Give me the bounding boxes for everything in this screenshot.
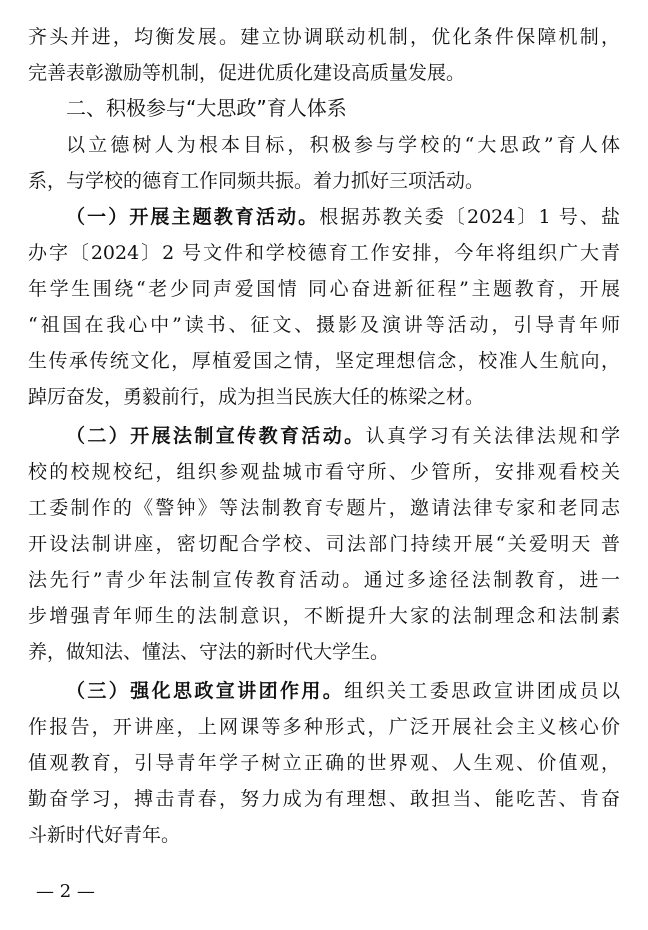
section-heading: 二、积极参与“大思政”育人体系 (66, 96, 347, 120)
item-text: 认真学习有关法律法规和学 (365, 425, 620, 447)
paragraph-line: 勤奋学习，搏击青春，努力成为有理想、敢担当、能吃苦、肯奋 (28, 788, 620, 810)
paragraph-line: 养，做知法、懂法、守法的新时代大学生。 (28, 641, 390, 663)
paragraph-line: 校的校规校纪，组织参观盐城市看守所、少管所，安排观看校关 (28, 461, 620, 483)
item-label: （三）强化思政宣讲团作用。 (66, 680, 345, 702)
paragraph-line: 年学生围绕“老少同声爱国情 同心奋进新征程”主题教育，开展 (28, 278, 620, 300)
item-label: （一）开展主题教育活动。 (66, 206, 320, 228)
paragraph-line: 开设法制讲座，密切配合学校、司法部门持续开展“关爱明天 普 (28, 533, 620, 555)
paragraph-line: 办字〔2024〕2 号文件和学校德育工作安排，今年将组织广大青 (28, 242, 620, 264)
paragraph-line: 作报告，开讲座，上网课等多种形式，广泛开展社会主义核心价 (28, 716, 620, 738)
paragraph-line: 工委制作的《警钟》等法制教育专题片，邀请法律专家和老同志 (28, 497, 620, 519)
paragraph-line: 以立德树人为根本目标，积极参与学校的“大思政”育人体 (66, 134, 620, 156)
item-text: 组织关工委思政宣讲团成员以 (344, 680, 620, 702)
item-first-line (66, 678, 620, 704)
paragraph-line: 生传承传统文化，厚植爱国之情，坚定理想信念，校准人生航向， (28, 350, 620, 372)
paragraph-line: 齐头并进，均衡发展。建立协调联动机制，优化条件保障机制， (28, 26, 620, 48)
item-first-line (66, 423, 620, 449)
paragraph-line: 系，与学校的德育工作同频共振。着力抓好三项活动。 (28, 170, 485, 192)
paragraph-line: “祖国在我心中”读书、征文、摄影及演讲等活动，引导青年师 (28, 314, 620, 336)
paragraph-line: 踔厉奋发，勇毅前行，成为担当民族大任的栋梁之材。 (28, 386, 485, 408)
item-text: 根据苏教关委〔2024〕1 号、盐 (319, 206, 620, 228)
paragraph-line: 完善表彰激励等机制，促进优质化建设高质量发展。 (28, 62, 466, 84)
item-first-line (66, 204, 620, 230)
paragraph-line: 值观教育，引导青年学子树立正确的世界观、人生观、价值观， (28, 752, 620, 774)
page-number: — 2 — (36, 881, 95, 902)
paragraph-line: 斗新时代好青年。 (28, 824, 181, 846)
paragraph-line: 步增强青年师生的法制意识，不断提升大家的法制理念和法制素 (28, 605, 620, 627)
item-label: （二）开展法制宣传教育活动。 (66, 425, 366, 447)
paragraph-line: 法先行”青少年法制宣传教育活动。通过多途径法制教育，进一 (28, 569, 620, 591)
